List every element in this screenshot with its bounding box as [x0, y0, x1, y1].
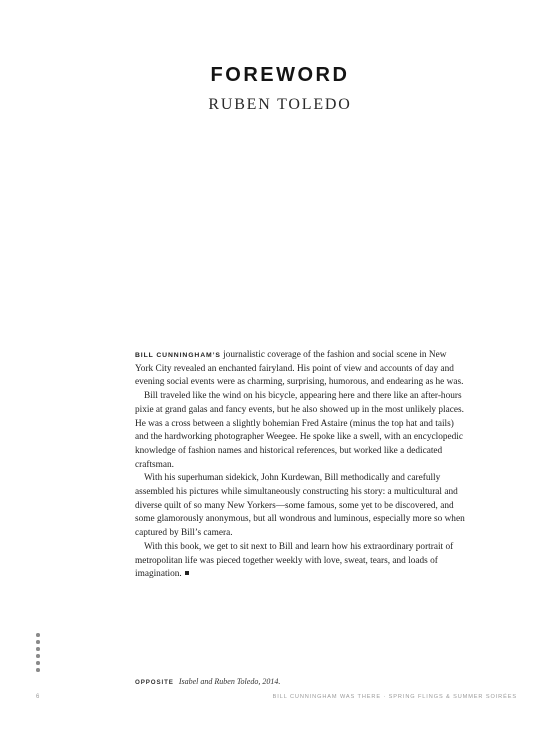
caption-text: Isabel and Ruben Toledo, 2014.	[178, 677, 281, 686]
dot-icon	[36, 640, 40, 644]
paragraph-1	[135, 349, 465, 390]
running-head: BILL CUNNINGHAM WAS THERE · SPRING FLINGS & SUMMER SOIRÉES	[272, 694, 517, 700]
dot-icon	[36, 647, 40, 651]
photo-caption	[135, 677, 280, 686]
lead-in-caps: BILL CUNNINGHAM’S	[135, 352, 221, 359]
dot-icon	[36, 661, 40, 665]
paragraph-4-text: With this book, we get to sit next to Bill and learn how his extraordinary portrait of metropolitan life was pieced together weekly with love, sweat, tears, and loads of imagination.	[135, 541, 454, 580]
end-mark-icon	[185, 571, 189, 575]
dot-icon	[36, 668, 40, 672]
chapter-title: FOREWORD	[210, 64, 350, 86]
dot-icon	[36, 654, 40, 658]
caption-label: OPPOSITE	[135, 679, 174, 686]
author-name: RUBEN TOLEDO	[208, 96, 352, 113]
body-text	[135, 349, 465, 582]
paragraph-1-text: journalistic coverage of the fashion and social scene in New York City revealed an enchanted fairyland. His point of view and accounts of day and evening social events were as charming, surprising, humorous, and endearing as he was.	[135, 350, 464, 388]
paragraph-2: Bill traveled like the wind on his bicycle, appearing here and there like an after-hours pixie at grand galas and fancy events, but he also showed up in the most unlikely places. He was a cross between a slightly bohemian Fred Astaire (minus the top hat and tails) and the hardworking photographer Weegee. He spoke like a swell, with an encyclopedic knowledge of fashion names and historical references, but worked like a dedicated craftsman.	[135, 391, 464, 470]
paragraph-3: With his superhuman sidekick, John Kurdewan, Bill methodically and carefully assembled his pictures while simultaneously constructing his story: a multicultural and diverse quilt of so many New Yorkers—some famous, some yet to be discovered, and some glamorously anonymous, but all wondrous and luminous, especially more so when captured by Bill’s camera.	[135, 473, 465, 539]
paragraph-4	[135, 541, 465, 582]
page-number: 6	[36, 694, 40, 700]
dot-icon	[36, 633, 40, 637]
decorative-dots	[36, 633, 41, 675]
